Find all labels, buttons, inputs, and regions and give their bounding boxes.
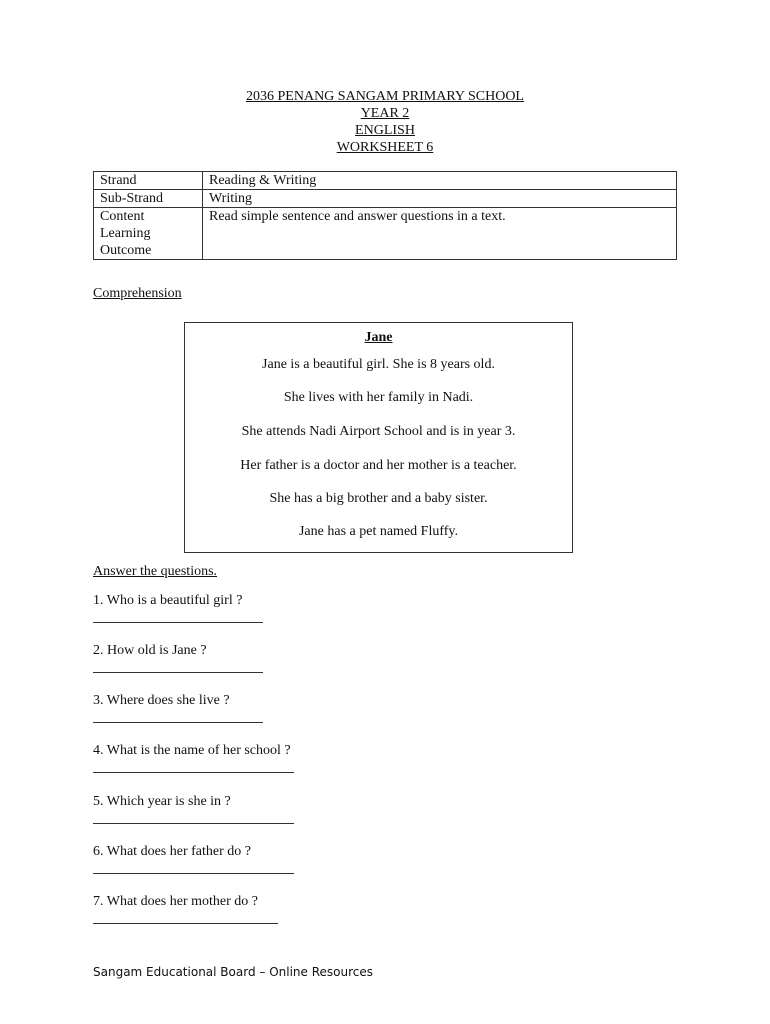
comprehension-heading: Comprehension: [93, 286, 182, 301]
answer-line[interactable]: [93, 923, 278, 924]
story-box: [184, 322, 573, 553]
subject-label: ENGLISH: [355, 123, 415, 138]
answer-line[interactable]: [93, 722, 263, 723]
story-line: Her father is a doctor and her mother is a teacher.: [240, 458, 517, 473]
year-label: YEAR 2: [360, 106, 410, 121]
table-key: Sub-Strand: [94, 190, 203, 208]
table-key: Strand: [94, 172, 203, 190]
worksheet-header: [0, 88, 770, 156]
school-name: 2036 PENANG SANGAM PRIMARY SCHOOL: [246, 89, 524, 104]
story-title: Jane: [364, 330, 393, 345]
question: 6. What does her father do ?: [93, 844, 251, 859]
table-value: Writing: [203, 190, 677, 208]
story-line: Jane has a pet named Fluffy.: [298, 524, 458, 539]
table-row: [94, 190, 677, 208]
story-line: She lives with her family in Nadi.: [283, 390, 474, 405]
table-row: [94, 208, 677, 260]
answer-line[interactable]: [93, 823, 294, 824]
table-value: Read simple sentence and answer questions in a text.: [203, 208, 677, 260]
question: 3. Where does she live ?: [93, 693, 230, 708]
story-line: She attends Nadi Airport School and is in year 3.: [241, 424, 516, 439]
story-line: She has a big brother and a baby sister.: [269, 491, 488, 506]
table-value: Reading & Writing: [203, 172, 677, 190]
answer-line[interactable]: [93, 622, 263, 623]
question: 5. Which year is she in ?: [93, 794, 231, 809]
footer-text: Sangam Educational Board – Online Resources: [93, 965, 373, 979]
story-line: Jane is a beautiful girl. She is 8 years old.: [262, 357, 495, 372]
worksheet-label: WORKSHEET 6: [336, 140, 434, 155]
answer-line[interactable]: [93, 772, 294, 773]
table-key: Content Learning Outcome: [94, 208, 203, 260]
answer-prompt: Answer the questions.: [93, 564, 218, 579]
question: 7. What does her mother do ?: [93, 894, 258, 909]
answer-line[interactable]: [93, 873, 294, 874]
question: 4. What is the name of her school ?: [93, 743, 291, 758]
question: 2. How old is Jane ?: [93, 643, 207, 658]
question: 1. Who is a beautiful girl ?: [93, 593, 243, 608]
curriculum-table: [93, 171, 677, 260]
answer-line[interactable]: [93, 672, 263, 673]
table-row: [94, 172, 677, 190]
